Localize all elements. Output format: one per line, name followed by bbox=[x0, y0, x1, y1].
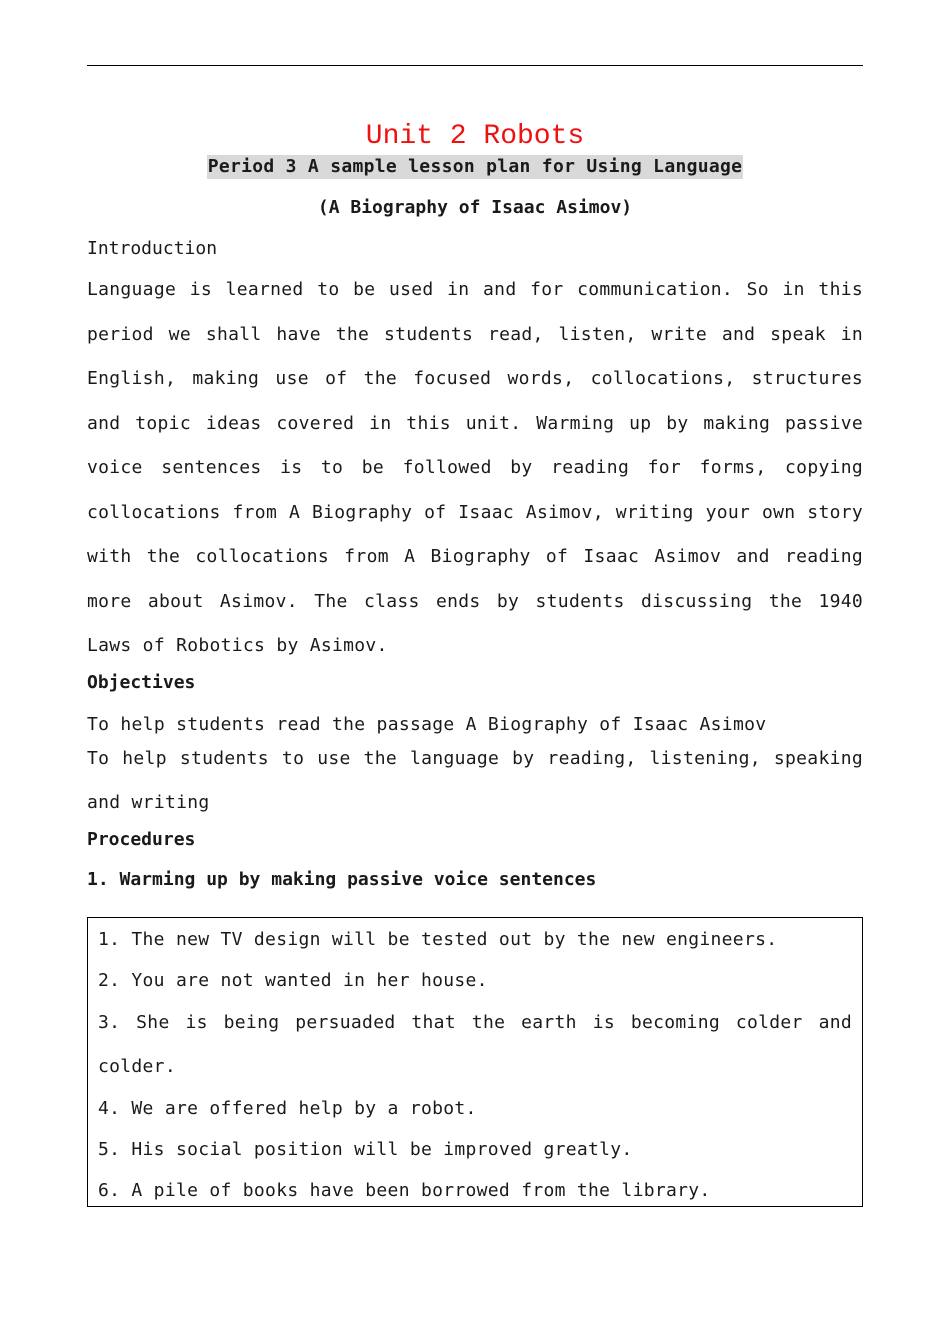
header-rule bbox=[87, 65, 863, 66]
sentence-item-1: 1. The new TV design will be tested out by the new engineers. bbox=[98, 929, 778, 950]
page-subtitle: Period 3 A sample lesson plan for Using Language bbox=[207, 156, 743, 177]
sentence-item-4: 4. We are offered help by a robot. bbox=[98, 1098, 477, 1120]
objective-item-1: To help students read the passage A Biography of Isaac Asimov bbox=[87, 713, 767, 735]
subtitle-row bbox=[0, 155, 950, 179]
page-title: Unit 2 Robots bbox=[365, 121, 585, 152]
introduction-paragraph: Language is learned to be used in and for communication. So in this period we shall have the students read, listen, write and speak in English, making use of the focused words, collocations, structures and topic ideas covered in this unit. Warming up by making passive voice sentences is to be followed by reading for forms, copying collocations from A Biography of Isaac Asimov, writing your own story with the collocations from A Biography of Isaac Asimov and reading more about Asimov. The class ends by students discussing the 1940 Laws of Robotics by Asimov. bbox=[87, 279, 863, 656]
sentence-item-5: 5. His social position will be improved greatly. bbox=[98, 1139, 633, 1161]
page-subtitle-2: (A Biography of Isaac Asimov) bbox=[317, 197, 633, 218]
sentence-item-2: 2. You are not wanted in her house. bbox=[98, 969, 488, 991]
sentence-item-6: 6. A pile of books have been borrowed from the library. bbox=[98, 1179, 711, 1201]
passive-sentences-box bbox=[87, 917, 863, 1207]
procedures-heading: Procedures bbox=[87, 828, 196, 850]
objective-item-2: To help students to use the language by reading, listening, speaking and writing bbox=[87, 747, 863, 813]
procedure-step-1: 1. Warming up by making passive voice sentences bbox=[87, 868, 597, 890]
objectives-heading: Objectives bbox=[87, 671, 196, 693]
sentence-item-3: 3. She is being persuaded that the earth is becoming colder and colder. bbox=[98, 1012, 852, 1078]
introduction-heading: Introduction bbox=[87, 238, 218, 259]
document-body bbox=[87, 235, 863, 907]
